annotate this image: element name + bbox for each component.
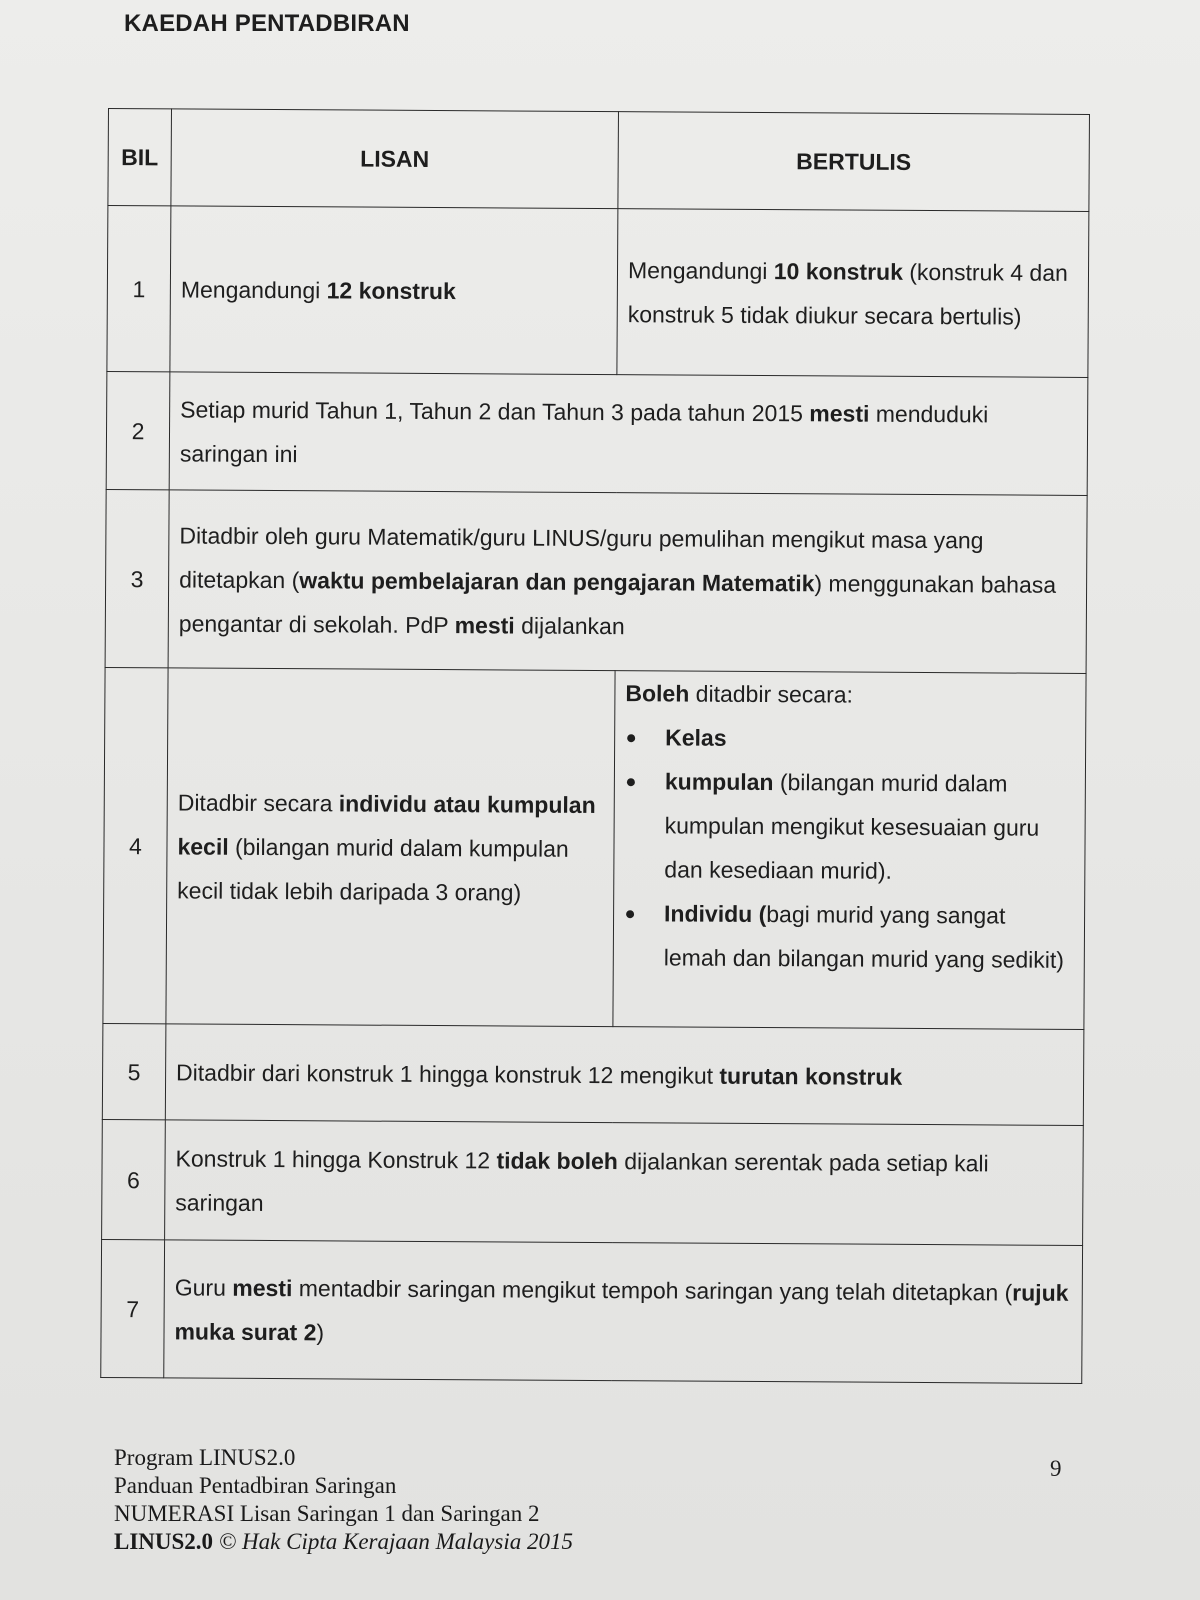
text: Ditadbir dari konstruk 1 hingga konstruk 12 mengikut bbox=[176, 1058, 720, 1089]
text: (bilangan murid dalam kumpulan kecil tidak lebih daripada 3 orang) bbox=[177, 833, 569, 906]
cell-merged bbox=[165, 1120, 1084, 1246]
footer-guide: Panduan Pentadbiran Saringan bbox=[114, 1473, 397, 1498]
header-bertulis: BERTULIS bbox=[618, 112, 1090, 212]
bold-text: Kelas bbox=[665, 724, 727, 751]
text: Ditadbir oleh guru Matematik/guru LINUS/guru pemulihan mengikut masa yang ditetapkan ( bbox=[179, 521, 984, 593]
row-number: 2 bbox=[106, 371, 170, 489]
bold-text: kumpulan bbox=[664, 768, 774, 796]
cell-bertulis bbox=[613, 671, 1086, 1030]
header-lisan: LISAN bbox=[171, 109, 619, 209]
text: bagi murid yang sangat lemah dan bilangan murid yang sedikit) bbox=[663, 901, 1065, 973]
bold-text: rujuk muka surat 2 bbox=[174, 1279, 1069, 1345]
table-header-row bbox=[108, 109, 1090, 212]
bold-text: Individu ( bbox=[664, 900, 767, 928]
cell-lisan bbox=[170, 206, 618, 375]
table-row bbox=[101, 1239, 1083, 1383]
bold-text: LINUS2.0 bbox=[114, 1529, 214, 1554]
text: Ditadbir secara bbox=[177, 788, 339, 816]
page-number: 9 bbox=[1050, 1456, 1062, 1481]
table-row bbox=[107, 206, 1089, 378]
bold-text: 12 konstruk bbox=[326, 276, 456, 304]
cell-merged bbox=[165, 1024, 1084, 1126]
text: dijalankan serentak pada setiap kali saringan bbox=[175, 1147, 989, 1216]
bold-text: 10 konstruk bbox=[773, 257, 904, 285]
section-title: KAEDAH PENTADBIRAN bbox=[124, 10, 410, 37]
page-footer bbox=[114, 1444, 573, 1556]
text: Mengandungi bbox=[180, 275, 327, 303]
bold-text: tidak boleh bbox=[496, 1146, 618, 1174]
footer-subject: NUMERASI Lisan Saringan 1 dan Saringan 2 bbox=[114, 1501, 540, 1526]
table-row bbox=[106, 371, 1088, 495]
row-number: 5 bbox=[102, 1023, 166, 1119]
bold-text: turutan konstruk bbox=[719, 1062, 903, 1090]
method-intro bbox=[625, 671, 1075, 718]
text: ) bbox=[316, 1318, 325, 1345]
list-item bbox=[625, 715, 1075, 762]
list-item bbox=[624, 891, 1075, 982]
text: Konstruk 1 hingga Konstruk 12 bbox=[175, 1144, 497, 1173]
text: Setiap murid Tahun 1, Tahun 2 dan Tahun 3 pada tahun 2015 bbox=[180, 395, 810, 426]
cell-merged bbox=[169, 372, 1088, 496]
text: mentadbir saringan mengikut tempoh saringan yang telah ditetapkan ( bbox=[292, 1274, 1013, 1306]
row-number: 6 bbox=[102, 1119, 166, 1239]
administration-table bbox=[100, 108, 1090, 1384]
cell-merged bbox=[168, 490, 1087, 674]
table-row bbox=[105, 489, 1087, 673]
cell-bertulis bbox=[617, 209, 1089, 378]
text: ) menggunakan bahasa pengantar di sekolah. PdP bbox=[178, 569, 1057, 638]
table-row bbox=[103, 667, 1086, 1029]
bold-text: mesti bbox=[454, 611, 515, 638]
method-list bbox=[624, 715, 1076, 982]
row-number: 3 bbox=[105, 489, 169, 667]
bold-text: waktu pembelajaran dan pengajaran Matematik bbox=[299, 566, 815, 596]
bold-text: mesti bbox=[232, 1274, 293, 1301]
cell-merged bbox=[164, 1240, 1083, 1384]
cell-lisan bbox=[166, 668, 615, 1027]
bold-text: individu atau kumpulan kecil bbox=[177, 789, 596, 860]
text: (konstruk 4 dan konstruk 5 tidak diukur secara bertulis) bbox=[627, 258, 1068, 330]
text: ditadbir secara: bbox=[689, 680, 854, 708]
text: dijalankan bbox=[514, 611, 625, 639]
table-row bbox=[102, 1119, 1084, 1245]
bold-text: Boleh bbox=[625, 680, 690, 707]
text: Mengandungi bbox=[627, 256, 774, 284]
table-row bbox=[102, 1023, 1084, 1125]
text: Guru bbox=[174, 1273, 233, 1301]
header-bil: BIL bbox=[108, 109, 172, 206]
copyright-text: © Hak Cipta Kerajaan Malaysia 2015 bbox=[213, 1529, 573, 1554]
text: (bilangan murid dalam kumpulan mengikut kesesuaian guru dan kesediaan murid). bbox=[664, 769, 1040, 884]
footer-copyright bbox=[114, 1528, 573, 1556]
text: menduduki saringan ini bbox=[179, 400, 989, 467]
row-number: 7 bbox=[101, 1239, 165, 1377]
row-number: 1 bbox=[107, 206, 171, 372]
list-item bbox=[624, 759, 1075, 894]
footer-program: Program LINUS2.0 bbox=[114, 1445, 296, 1470]
row-number: 4 bbox=[103, 667, 168, 1023]
bold-text: mesti bbox=[809, 399, 870, 427]
